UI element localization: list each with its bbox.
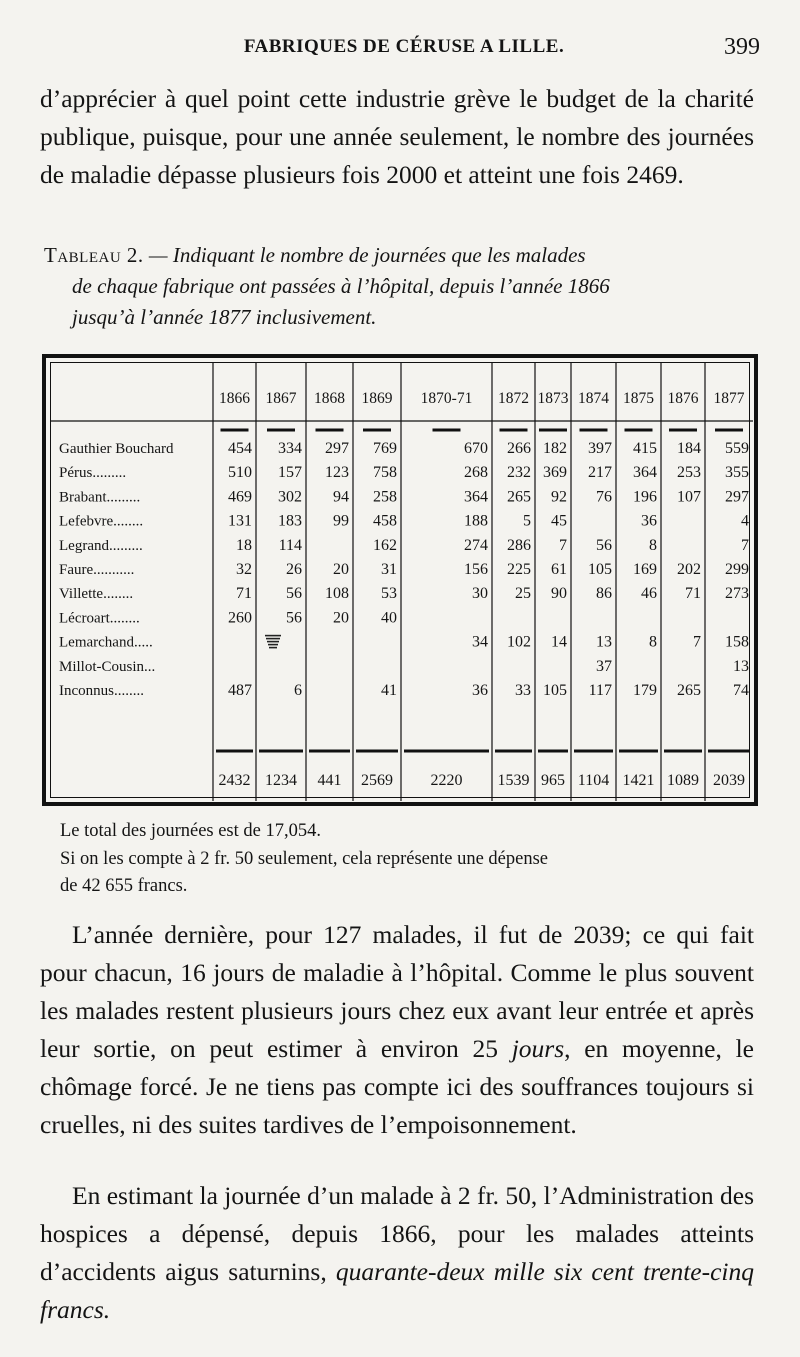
table-cell: 297 <box>325 440 349 457</box>
table-cell: 369 <box>543 464 567 482</box>
table-cell: 18 <box>236 536 252 554</box>
table-cell: 156 <box>464 561 488 578</box>
table-cell: 30 <box>472 585 488 603</box>
paragraph-intro: d’apprécier à quel point cette industrie grève le budget de la charité publique, puisque, pour une année seulement, le nombre des journées de maladie dépasse plusieurs fois 2000 et atteint une fois 2469. <box>40 84 754 189</box>
table-cell: 179 <box>633 682 657 699</box>
table-cell: 397 <box>588 440 612 457</box>
total-cell: 1539 <box>497 772 530 789</box>
note-cost-line1: Si on les compte à 2 fr. 50 seulement, cela représente une dépense <box>60 849 549 869</box>
table-cell: 14 <box>551 633 567 651</box>
factory-name: Brabant......... <box>59 489 141 506</box>
table-cell: 232 <box>507 464 531 482</box>
table-caption <box>44 240 754 333</box>
total-cell: 2220 <box>430 772 463 789</box>
table-cell: 31 <box>381 561 397 578</box>
table-cell: 4 <box>741 512 749 530</box>
table-cell: 510 <box>228 464 252 482</box>
year-header: 1867 <box>265 390 297 407</box>
table-cell: 169 <box>633 561 657 578</box>
table-cell: 286 <box>507 536 531 554</box>
table-cell: 114 <box>278 536 302 554</box>
table-cell: 355 <box>725 464 749 482</box>
table-cell: 8 <box>649 536 657 554</box>
table-cell: 184 <box>677 440 701 457</box>
table-cell: 364 <box>633 464 657 482</box>
factory-name: Lemarchand..... <box>59 634 153 651</box>
table-cell: 26 <box>286 561 302 578</box>
table-cell: 71 <box>685 585 701 603</box>
year-header: 1870-71 <box>420 390 473 407</box>
table-cell: 92 <box>551 488 567 506</box>
table-cell: 7 <box>693 633 701 651</box>
table-caption-label: Tableau 2. <box>44 243 144 267</box>
table-cell: 258 <box>373 488 397 506</box>
table-cell: 33 <box>515 682 531 699</box>
factory-name: Pérus......... <box>59 465 127 482</box>
factory-name: Villette........ <box>59 586 134 603</box>
table-cell: 94 <box>333 488 349 506</box>
ornament-icon <box>265 636 281 648</box>
table-cell: 297 <box>725 488 749 506</box>
year-header: 1877 <box>713 390 745 407</box>
table-cell: 61 <box>551 561 567 578</box>
table-cell: 13 <box>733 657 749 675</box>
table-cell: 105 <box>543 682 567 699</box>
data-table-frame <box>42 354 758 806</box>
factory-name: Gauthier Bouchard <box>59 441 174 457</box>
table-cell: 265 <box>507 488 531 506</box>
table-cell: 74 <box>733 682 749 699</box>
factory-name: Lécroart........ <box>59 610 140 627</box>
paragraph-last-year-part2: , en moyenne, le chômage forcé. Je ne tiens pas compte ici des souffrances toujours si cruelles, ni des suites tardives de l’empoisonnement. <box>40 1034 755 1139</box>
page-header <box>48 36 760 70</box>
table-cell: 7 <box>741 536 749 554</box>
table-cell: 8 <box>649 633 657 651</box>
table-caption-line1: — Indiquant le nombre de journées que les malades <box>143 243 586 267</box>
table-cell: 266 <box>507 440 531 457</box>
table-caption-line2: de chaque fabrique ont passées à l’hôpital, depuis l’année 1866 <box>72 274 610 298</box>
note-total: Le total des journées est de 17,054. <box>60 821 321 841</box>
table-cell: 123 <box>325 464 349 482</box>
year-header: 1874 <box>578 390 609 407</box>
table-cell: 299 <box>725 561 749 578</box>
table-cell: 53 <box>381 585 397 603</box>
table-cell: 758 <box>373 464 397 482</box>
table-cell: 260 <box>228 609 252 627</box>
table-cell: 32 <box>236 561 252 578</box>
table-cell: 99 <box>333 512 349 530</box>
paragraph-estimate-italic: quarante-deux mille six cent trente-cinq francs. <box>40 1257 755 1324</box>
table-cell: 162 <box>373 536 397 554</box>
total-cell: 1104 <box>577 772 610 789</box>
table-cell: 108 <box>325 585 349 603</box>
note-cost-line2: de 42 655 francs. <box>60 876 188 896</box>
table-cell: 188 <box>464 512 488 530</box>
table-cell: 25 <box>515 585 531 603</box>
factory-name: Inconnus........ <box>59 683 144 699</box>
year-header: 1873 <box>537 390 569 407</box>
table-cell: 196 <box>633 488 657 506</box>
paragraph-estimate <box>40 1177 754 1329</box>
year-header: 1875 <box>623 390 654 407</box>
table-cell: 36 <box>472 682 488 699</box>
table-cell: 454 <box>228 440 252 457</box>
year-header: 1868 <box>314 390 345 407</box>
paragraph-last-year <box>40 916 754 1144</box>
table-cell: 182 <box>543 440 567 457</box>
table-cell: 302 <box>278 488 302 506</box>
paragraph-last-year-part1: L’année dernière, pour 127 malades, il fut de 2039; ce qui fait pour chacun, 16 jours de maladie à l’hôpital. Comme le plus souvent les malades restent plusieurs jours chez eux avant leur entrée et après leur sortie, on peut estimer à environ 25 <box>40 920 754 1063</box>
total-cell: 2432 <box>218 772 251 789</box>
table-cell: 45 <box>551 512 567 530</box>
table-cell: 202 <box>677 561 701 578</box>
factory-name: Lefebvre........ <box>59 513 144 530</box>
page-number: 399 <box>724 34 760 60</box>
table-cell: 183 <box>278 512 302 530</box>
table-cell: 268 <box>464 464 488 482</box>
total-cell: 1234 <box>265 772 297 789</box>
table-cell: 157 <box>278 464 302 482</box>
table-cell: 273 <box>725 585 749 603</box>
table-cell: 334 <box>278 440 302 457</box>
table-cell: 7 <box>559 536 567 554</box>
year-header: 1869 <box>361 390 393 407</box>
table-cell: 364 <box>464 488 488 506</box>
table-cell: 37 <box>596 657 612 675</box>
table-cell: 5 <box>523 512 531 530</box>
table-cell: 20 <box>333 561 349 578</box>
table-cell: 41 <box>381 682 397 699</box>
paragraph-last-year-italic: jours <box>511 1034 565 1063</box>
total-cell: 441 <box>317 772 342 789</box>
table-cell: 253 <box>677 464 701 482</box>
table-cell: 56 <box>286 585 302 603</box>
table-cell: 36 <box>641 512 657 530</box>
total-cell: 1089 <box>667 772 699 789</box>
total-cell: 965 <box>541 772 565 789</box>
factory-name: Faure........... <box>59 562 135 578</box>
total-cell: 2569 <box>361 772 393 789</box>
table-cell: 458 <box>373 512 397 530</box>
year-header: 1872 <box>498 390 529 407</box>
table-cell: 131 <box>228 512 252 530</box>
table-cell: 670 <box>464 440 488 457</box>
table-cell: 225 <box>507 561 531 578</box>
total-cell: 1421 <box>622 772 655 789</box>
table-cell: 107 <box>677 488 701 506</box>
factory-name: Legrand......... <box>59 537 143 554</box>
paragraph-estimate-part1: En estimant la journée d’un malade à 2 fr. 50, l’Administration des hospices a dépensé, depuis 1866, pour les malades atteints d’accidents aigus saturnins, <box>40 1181 754 1286</box>
table-cell: 56 <box>596 536 612 554</box>
table-cell: 217 <box>588 464 612 482</box>
factory-name: Millot-Cousin... <box>59 658 156 675</box>
year-header: 1876 <box>667 390 699 407</box>
table-cell: 6 <box>294 682 302 699</box>
table-cell: 56 <box>286 609 302 627</box>
total-cell: 2039 <box>713 772 745 789</box>
table-cell: 46 <box>641 585 657 603</box>
table-cell: 102 <box>507 633 531 651</box>
table-cell: 13 <box>596 633 612 651</box>
table-cell: 34 <box>472 633 488 651</box>
data-table-grid <box>51 363 753 801</box>
table-caption-line3: jusqu’à l’année 1877 inclusivement. <box>72 305 377 329</box>
year-header: 1866 <box>219 390 250 407</box>
table-cell: 86 <box>596 585 612 603</box>
table-cell: 40 <box>381 609 397 627</box>
table-cell: 158 <box>725 633 749 651</box>
data-table <box>50 362 750 798</box>
table-cell: 20 <box>333 609 349 627</box>
table-cell: 90 <box>551 585 567 603</box>
table-cell: 469 <box>228 488 252 506</box>
table-cell: 487 <box>228 682 252 699</box>
table-cell: 76 <box>596 488 612 506</box>
table-cell: 105 <box>588 561 612 578</box>
table-cell: 769 <box>373 440 397 457</box>
table-cell: 274 <box>464 536 488 554</box>
table-cell: 265 <box>677 682 701 699</box>
running-title: FABRIQUES DE CÉRUSE A LILLE. <box>243 36 565 57</box>
table-cell: 415 <box>633 440 657 457</box>
table-cell: 71 <box>236 585 252 603</box>
table-cell: 117 <box>588 682 612 699</box>
table-cell: 559 <box>725 440 749 457</box>
